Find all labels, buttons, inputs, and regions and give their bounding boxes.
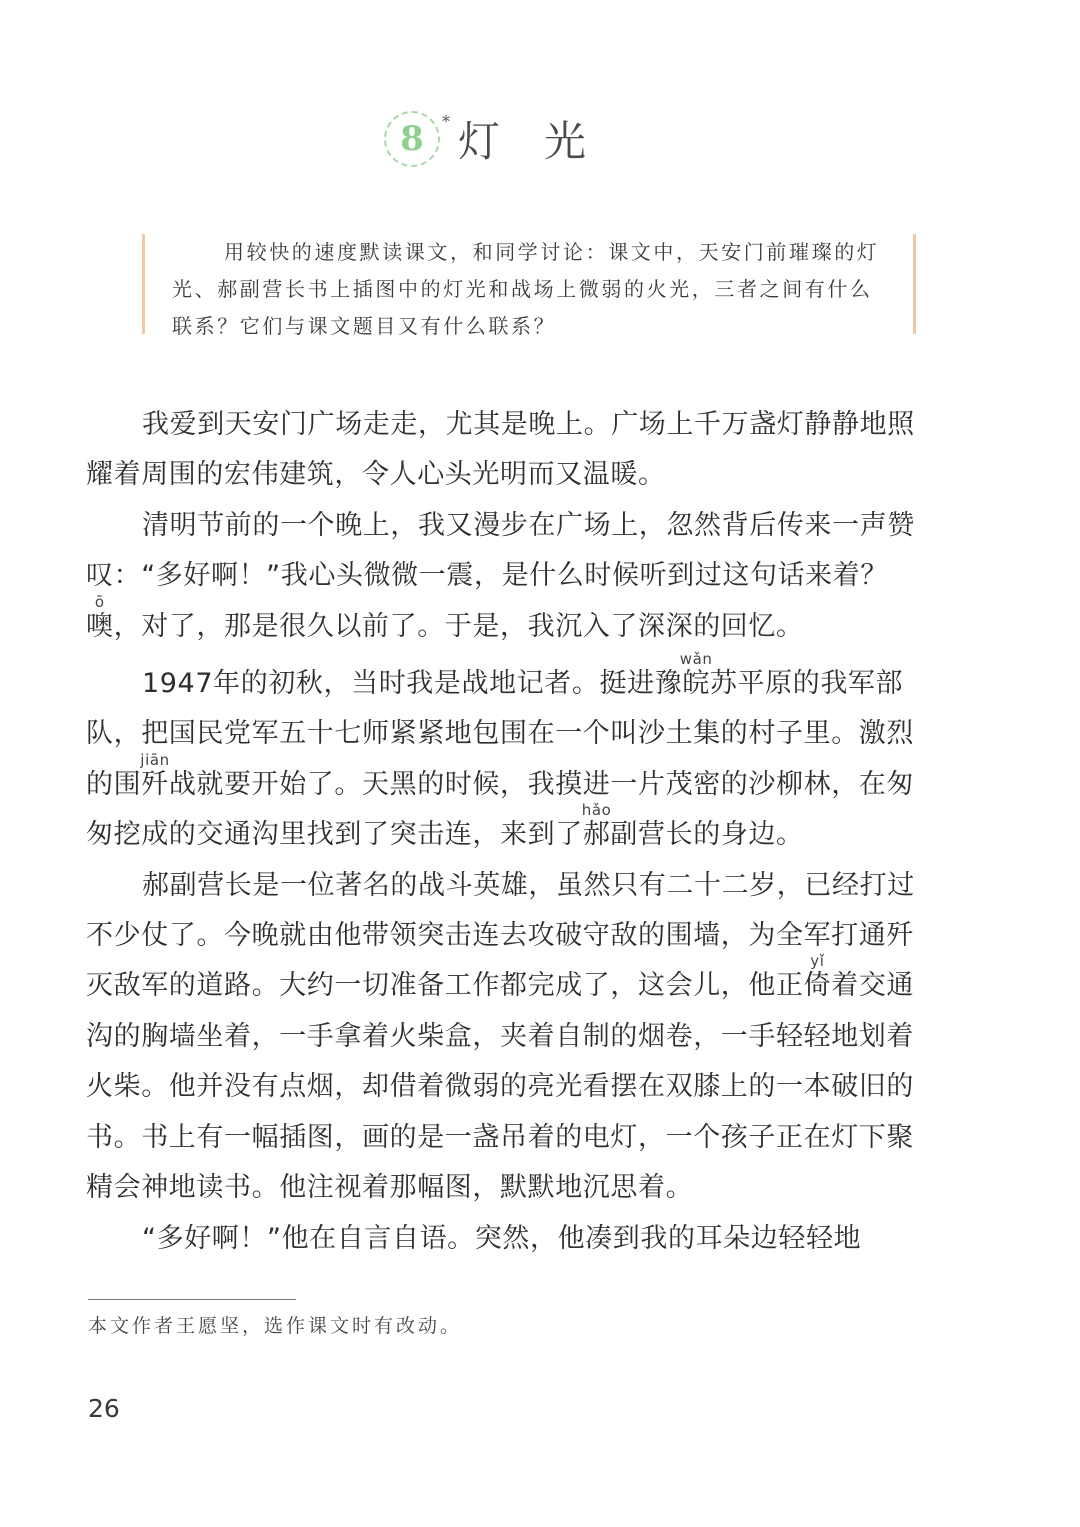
paragraph [86, 652, 918, 861]
reading-prompt-text: 用较快的速度默读课文，和同学讨论：课文中，天安门前璀璨的灯光、郝副营长书上插图中的灯光和战场上微弱的火光，三者之间有什么联系？它们与课文题目又有什么联系？ [172, 240, 880, 338]
lesson-number: 8 [400, 119, 424, 159]
pinyin-annotated-char: 郝hǎo [581, 801, 612, 851]
prompt-left-bar [142, 234, 145, 334]
page-number: 26 [88, 1394, 120, 1423]
pinyin: hǎo [581, 801, 612, 820]
paragraph [86, 400, 918, 501]
lesson-title [384, 108, 630, 170]
footnote: 本文作者王愿坚，选作课文时有改动。 [88, 1315, 463, 1337]
paragraph-text: “多好啊！”他在自言自语。突然，他凑到我的耳朵边轻轻地 [142, 1222, 862, 1254]
page-title: 灯光 [458, 117, 631, 166]
pinyin-annotated-char: 倚yǐ [803, 952, 832, 1002]
reading-prompt-box [142, 234, 916, 338]
pinyin-annotated-char: 皖wǎn [679, 650, 713, 700]
paragraph-text: 副营长的身边。 [610, 819, 804, 851]
footnote-divider [88, 1299, 296, 1300]
lesson-body [86, 400, 918, 1264]
paragraph [86, 861, 918, 1214]
reading-prompt [172, 234, 888, 345]
paragraph [86, 501, 918, 652]
pinyin-annotated-char: 噢ō [86, 592, 114, 642]
optional-lesson-marker: * [442, 112, 450, 131]
paragraph-text: 我爱到天安门广场走走，尤其是晚上。广场上千万盏灯静静地照耀着周围的宏伟建筑，令人心头光明而又温暖。 [86, 409, 915, 491]
paragraph-text: ，对了，那是很久以前了。于是，我沉入了深深的回忆。 [113, 610, 804, 642]
paragraph-text: 清明节前的一个晚上，我又漫步在广场上，忽然背后传来一声赞叹：“多好啊！”我心头微微一震，是什么时候听到过这句话来着？ [86, 509, 915, 592]
paragraph-text: 1947年的初秋，当时我是战地记者。挺进豫 [142, 668, 683, 700]
prompt-right-bar [913, 234, 916, 334]
paragraph [86, 1214, 918, 1264]
pinyin: yǐ [803, 952, 832, 971]
pinyin: ō [86, 592, 114, 611]
paragraph-text: 着交通沟的胸墙坐着，一手拿着火柴盒，夹着自制的烟卷，一手轻轻地划着火柴。他并没有点烟，却借着微弱的亮光看摆在双膝上的一本破旧的书。书上有一幅插图，画的是一盏吊着的电灯，一个孩子正在灯下聚精会神地读书。他注视着那幅图，默默地沉思着。 [86, 970, 915, 1204]
lesson-number-badge [384, 111, 440, 167]
pinyin: wǎn [679, 650, 713, 669]
paragraph-text: 苏平原的我军部队，把国民党军五十七师紧紧地包围在一个叫沙土集的村子里。激烈的围 [86, 668, 914, 800]
paragraph-text: 战就要开始了。天黑的时候，我摸进一片茂密的沙柳林，在匆匆挖成的交通沟里找到了突击连，来到了 [86, 768, 915, 851]
pinyin: jiān [140, 750, 170, 769]
pinyin-annotated-char: 歼jiān [140, 750, 170, 800]
paragraph-text: 郝副营长是一位著名的战斗英雄，虽然只有二十二岁，已经打过不少仗了。今晚就由他带领突击连去攻破守敌的围墙，为全军打通歼灭敌军的道路。大约一切准备工作都完成了，这会儿，他正 [86, 869, 915, 1002]
